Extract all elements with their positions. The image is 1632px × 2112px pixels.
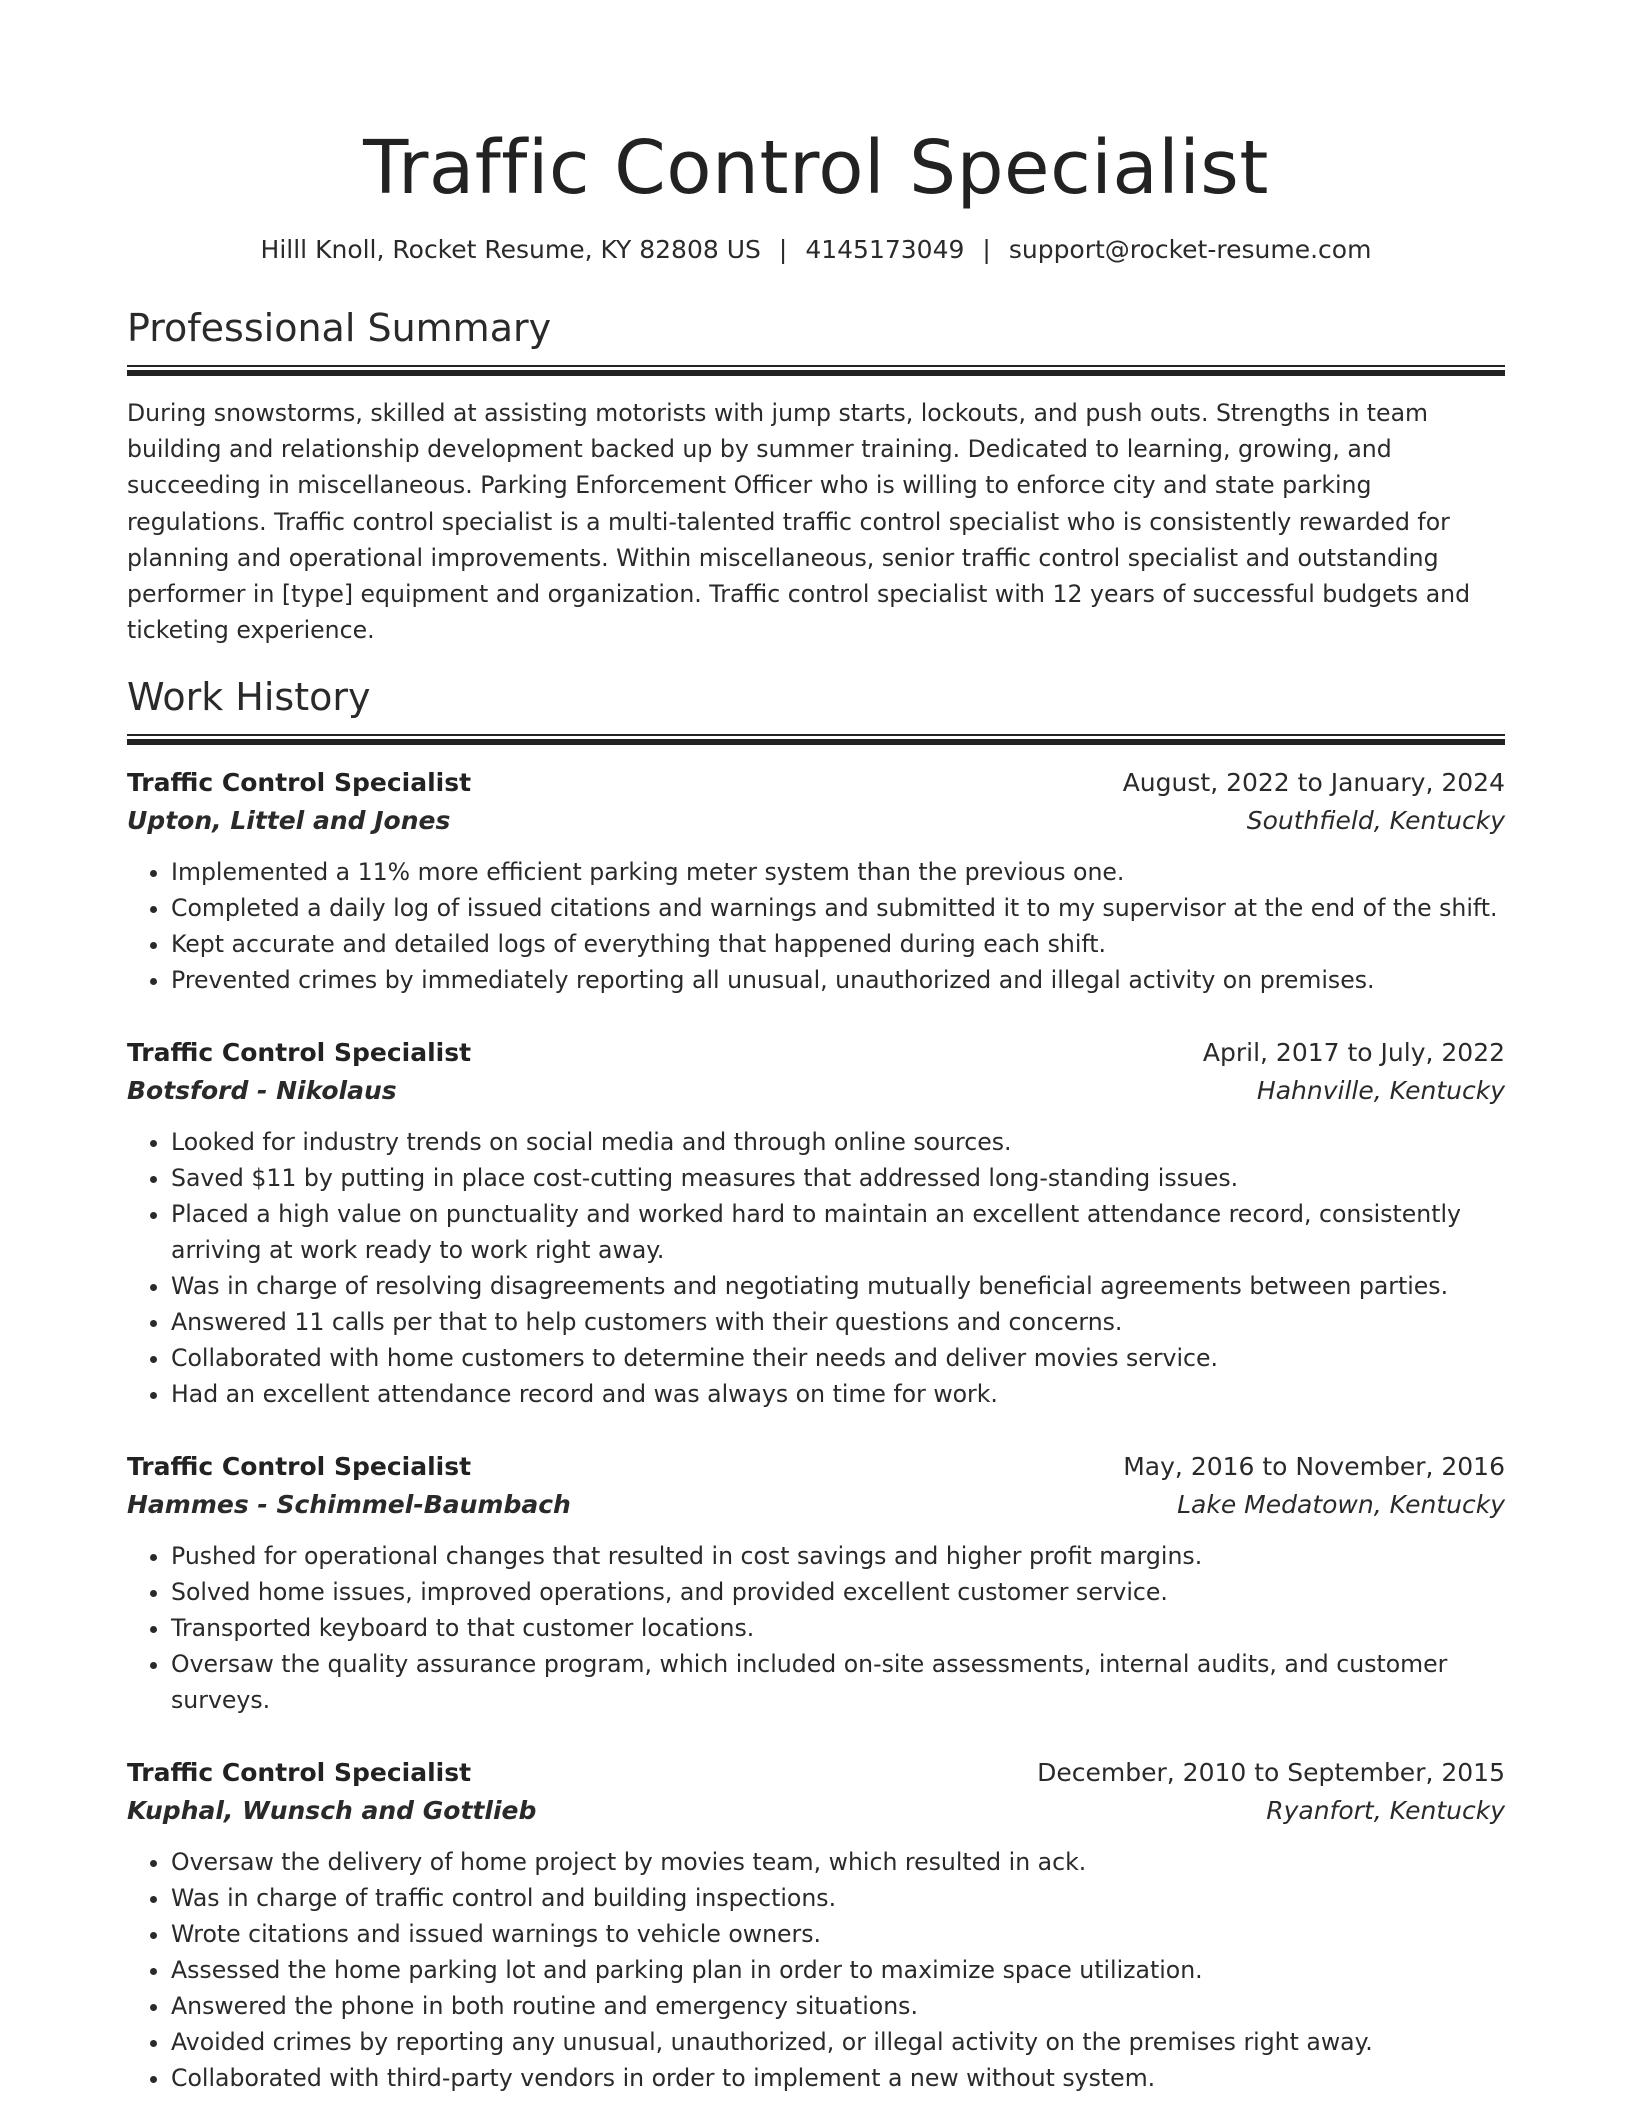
job-location: Lake Medatown, Kentucky bbox=[1177, 1490, 1505, 1520]
job-subheader-row bbox=[127, 1792, 1505, 1830]
job-bullet: • Kept accurate and detailed logs of everything that happened during each shift. bbox=[171, 926, 1505, 962]
job-header-row bbox=[127, 1448, 1505, 1486]
contact-phone: 4145173049 bbox=[805, 235, 965, 264]
job-bullet: • Avoided crimes by reporting any unusual, unauthorized, or illegal activity on the premises right away. bbox=[171, 2024, 1505, 2060]
job-dates: May, 2016 to November, 2016 bbox=[1123, 1452, 1505, 1482]
section-divider bbox=[127, 365, 1505, 375]
job-company: Kuphal, Wunsch and Gottlieb bbox=[127, 1796, 537, 1826]
job-subheader-row bbox=[127, 802, 1505, 840]
contact-email: support@rocket-resume.com bbox=[1008, 235, 1372, 264]
job-title: Traffic Control Specialist bbox=[127, 768, 472, 798]
job-bullet: • Pushed for operational changes that resulted in cost savings and higher profit margins. bbox=[171, 1538, 1505, 1574]
job-bullet: • Oversaw the quality assurance program, which included on-site assessments, internal audits, and customer surveys. bbox=[171, 1646, 1505, 1718]
job-subheader-row bbox=[127, 1072, 1505, 1110]
section-heading-summary: Professional Summary bbox=[127, 306, 552, 350]
job-dates: April, 2017 to July, 2022 bbox=[1202, 1038, 1505, 1068]
job-bullet: • Placed a high value on punctuality and worked hard to maintain an excellent attendance record, consistently arriving at work ready to work right away. bbox=[171, 1196, 1505, 1268]
job-bullet-list bbox=[127, 854, 1505, 998]
job-bullet: • Was in charge of traffic control and building inspections. bbox=[171, 1880, 1505, 1916]
summary-section bbox=[127, 303, 1505, 648]
contact-address: Hilll Knoll, Rocket Resume, KY 82808 US bbox=[260, 235, 761, 264]
job-bullet: • Was in charge of resolving disagreements and negotiating mutually beneficial agreements between parties. bbox=[171, 1268, 1505, 1304]
job-bullet: • Prevented crimes by immediately reporting all unusual, unauthorized and illegal activity on premises. bbox=[171, 962, 1505, 998]
job-company: Botsford - Nikolaus bbox=[127, 1076, 397, 1106]
job-bullet: • Saved $11 by putting in place cost-cutting measures that addressed long-standing issues. bbox=[171, 1160, 1505, 1196]
job-entry bbox=[127, 1034, 1505, 1412]
job-company: Hammes - Schimmel-Baumbach bbox=[127, 1490, 571, 1520]
job-title: Traffic Control Specialist bbox=[127, 1038, 472, 1068]
job-title: Traffic Control Specialist bbox=[127, 1758, 472, 1788]
job-header-row bbox=[127, 1034, 1505, 1072]
section-divider bbox=[127, 734, 1505, 744]
job-bullet: • Looked for industry trends on social media and through online sources. bbox=[171, 1124, 1505, 1160]
job-bullet: • Answered 11 calls per that to help customers with their questions and concerns. bbox=[171, 1304, 1505, 1340]
job-entry bbox=[127, 1448, 1505, 1718]
contact-line bbox=[127, 232, 1505, 268]
job-bullet: • Collaborated with home customers to determine their needs and deliver movies service. bbox=[171, 1340, 1505, 1376]
job-bullet-list bbox=[127, 1124, 1505, 1412]
job-location: Southfield, Kentucky bbox=[1246, 806, 1505, 836]
job-dates: August, 2022 to January, 2024 bbox=[1122, 768, 1505, 798]
job-bullet: • Wrote citations and issued warnings to vehicle owners. bbox=[171, 1916, 1505, 1952]
job-entry bbox=[127, 764, 1505, 998]
job-bullet-list bbox=[127, 1844, 1505, 2096]
job-company: Upton, Littel and Jones bbox=[127, 806, 451, 836]
job-bullet: • Had an excellent attendance record and was always on time for work. bbox=[171, 1376, 1505, 1412]
job-location: Ryanfort, Kentucky bbox=[1266, 1796, 1505, 1826]
job-header-row bbox=[127, 764, 1505, 802]
job-title: Traffic Control Specialist bbox=[127, 1452, 472, 1482]
job-dates: December, 2010 to September, 2015 bbox=[1037, 1758, 1505, 1788]
resume-name: Traffic Control Specialist bbox=[363, 125, 1269, 211]
job-header-row bbox=[127, 1754, 1505, 1792]
jobs-list bbox=[127, 764, 1505, 2096]
work-history-section bbox=[127, 672, 1505, 2096]
section-heading-work-history: Work History bbox=[127, 675, 371, 720]
job-bullet: • Oversaw the delivery of home project by movies team, which resulted in ack. bbox=[171, 1844, 1505, 1880]
job-bullet: • Completed a daily log of issued citations and warnings and submitted it to my supervisor at the end of the shift. bbox=[171, 890, 1505, 926]
job-bullet: • Solved home issues, improved operations, and provided excellent customer service. bbox=[171, 1574, 1505, 1610]
job-location: Hahnville, Kentucky bbox=[1256, 1076, 1505, 1106]
job-bullet: • Transported keyboard to that customer locations. bbox=[171, 1610, 1505, 1646]
job-bullet: • Implemented a 11% more efficient parking meter system than the previous one. bbox=[171, 854, 1505, 890]
job-bullet: • Collaborated with third-party vendors in order to implement a new without system. bbox=[171, 2060, 1505, 2096]
contact-separator: | bbox=[982, 235, 991, 264]
job-bullet: • Assessed the home parking lot and parking plan in order to maximize space utilization. bbox=[171, 1952, 1505, 1988]
summary-text: During snowstorms, skilled at assisting motorists with jump starts, lockouts, and push outs. Strengths in team building and relationship development backed up by summer training. Dedicated to learning, growing, and succeeding in miscellaneous. Parking Enforcement Officer who is willing to enforce city and state parking regulations. Traffic control specialist is a multi-talented traffic control specialist who is consistently rewarded for planning and operational improvements. Within miscellaneous, senior traffic control specialist and outstanding performer in [type] equipment and organization. Traffic control specialist with 12 years of successful budgets and ticketing experience. bbox=[127, 399, 1471, 645]
contact-separator: | bbox=[778, 235, 788, 264]
job-bullet-list bbox=[127, 1538, 1505, 1718]
job-entry bbox=[127, 1754, 1505, 2096]
job-bullet: • Answered the phone in both routine and emergency situations. bbox=[171, 1988, 1505, 2024]
job-subheader-row bbox=[127, 1486, 1505, 1524]
